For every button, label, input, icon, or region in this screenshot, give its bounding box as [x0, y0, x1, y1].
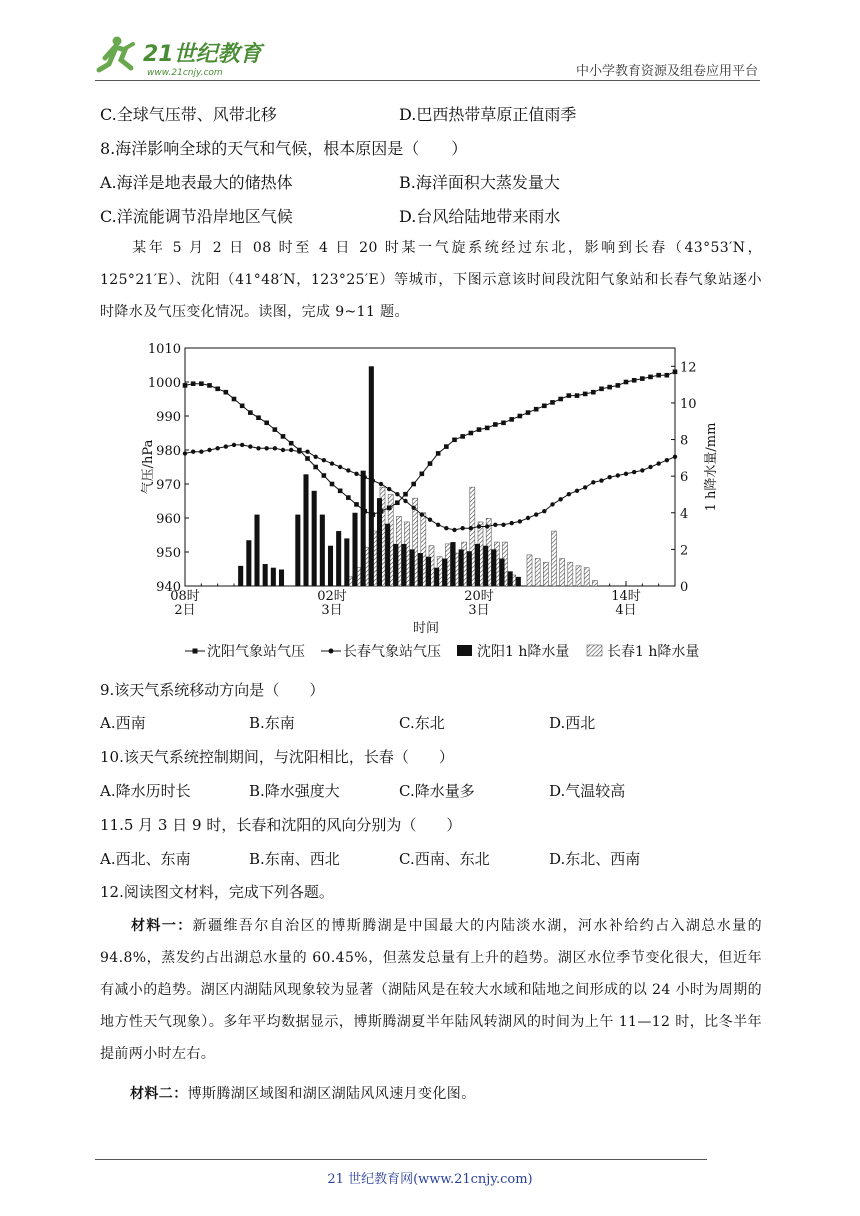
- changchun-pressure-point: [640, 468, 644, 472]
- right-tick-label: 4: [680, 506, 689, 522]
- x-tick-label: 20时: [464, 589, 494, 604]
- y-right-axis-title: 1 h降水量/mm: [704, 422, 719, 512]
- shenyang-pressure-point: [575, 393, 580, 398]
- shenyang-pressure-point: [199, 381, 204, 386]
- shenyang-precip-bar: [434, 568, 439, 586]
- shenyang-pressure-point: [632, 378, 637, 383]
- changchun-pressure-point: [224, 444, 228, 448]
- changchun-precip-bar: [560, 559, 565, 586]
- changchun-pressure-point: [436, 523, 440, 527]
- shenyang-pressure-point: [493, 422, 498, 427]
- shenyang-precip-bar: [328, 546, 333, 586]
- shenyang-precip-bar: [483, 546, 488, 586]
- shenyang-pressure-point: [322, 473, 327, 478]
- shenyang-precip-bar: [352, 513, 357, 586]
- changchun-precip-bar: [551, 531, 556, 586]
- shenyang-pressure-point: [558, 397, 563, 402]
- shenyang-precip-bar: [312, 491, 317, 586]
- right-tick-label: 6: [680, 470, 689, 486]
- shenyang-pressure-point: [673, 370, 678, 375]
- footer-text: 21 世纪教育网(www.21cnjy.com): [327, 1172, 533, 1187]
- changchun-pressure-point: [322, 458, 326, 462]
- q12-stem: 12.阅读图文材料，完成下列各题。: [100, 883, 334, 901]
- shenyang-pressure-point: [183, 383, 188, 388]
- x-tick-label: 02时: [317, 589, 347, 604]
- changchun-pressure-point: [575, 489, 579, 493]
- intro-paragraph: [100, 232, 762, 328]
- shenyang-precip-bar: [385, 524, 390, 586]
- changchun-pressure-point: [289, 448, 293, 452]
- changchun-pressure-point: [297, 450, 301, 454]
- q7-option-c: C.全球气压带、风带北移: [100, 105, 277, 124]
- q10-option-a: A.降水历时长: [100, 782, 191, 800]
- shenyang-precip-bar: [467, 551, 472, 586]
- shenyang-pressure-point: [428, 461, 433, 466]
- shenyang-pressure-point: [656, 373, 661, 378]
- legend-shenyang-pressure: 沈阳气象站气压: [207, 644, 305, 660]
- changchun-pressure-point: [550, 502, 554, 506]
- shenyang-pressure-point: [305, 456, 310, 461]
- changchun-pressure-point: [248, 444, 252, 448]
- changchun-pressure-point: [485, 524, 489, 528]
- changchun-pressure-point: [264, 446, 268, 450]
- legend-changchun-precip: 长春1 h降水量: [607, 644, 700, 660]
- legend-cc-marker: [329, 649, 334, 654]
- shenyang-pressure-point: [518, 414, 523, 419]
- changchun-pressure-point: [338, 465, 342, 469]
- changchun-pressure-point: [183, 451, 187, 455]
- shenyang-pressure-point: [599, 387, 604, 392]
- shenyang-pressure-point: [452, 438, 457, 443]
- shenyang-precip-bar: [442, 559, 447, 586]
- shenyang-precip-bar: [393, 544, 398, 586]
- changchun-pressure-point: [501, 523, 505, 527]
- q9-option-d: D.西北: [549, 714, 596, 732]
- q11-option-c: C.西南、东北: [399, 850, 490, 868]
- q8-stem: 8.海洋影响全球的天气和气候，根本原因是（ ）: [100, 139, 468, 158]
- footer-rule: [95, 1159, 707, 1160]
- changchun-precip-bar: [535, 559, 540, 586]
- legend-changchun-pressure: 长春气象站气压: [343, 644, 441, 660]
- left-tick-label: 1000: [147, 376, 181, 391]
- shenyang-pressure-point: [444, 444, 449, 449]
- right-tick-label: 2: [680, 543, 689, 559]
- site-logo: [95, 34, 265, 80]
- runner-icon: [99, 37, 133, 71]
- shenyang-pressure-line: [185, 372, 675, 515]
- changchun-pressure-point: [673, 455, 677, 459]
- shenyang-pressure-point: [281, 434, 286, 439]
- changchun-pressure-point: [665, 458, 669, 462]
- q11-option-a: A.西北、东南: [100, 850, 191, 868]
- changchun-pressure-point: [362, 475, 366, 479]
- changchun-precip-bar: [527, 555, 532, 586]
- changchun-pressure-point: [607, 475, 611, 479]
- y-left-axis-title: 气压/hPa: [141, 439, 156, 495]
- intro-text: 某年 5 月 2 日 08 时至 4 日 20 时某一气旋系统经过东北，影响到长春（43°53′N，125°21′E）、沈阳（41°48′N，123°25′E）等城市，下图示意该时间段沈阳气象站和长春气象站逐小时降水及气压变化情况。读图，完成 9~11 题。: [100, 240, 762, 320]
- shenyang-pressure-point: [264, 421, 269, 426]
- q9-option-a: A.西南: [100, 714, 146, 732]
- shenyang-pressure-point: [330, 482, 335, 487]
- changchun-pressure-point: [330, 461, 334, 465]
- changchun-pressure-point: [460, 526, 464, 530]
- changchun-pressure-point: [354, 472, 358, 476]
- changchun-pressure-point: [371, 478, 375, 482]
- shenyang-pressure-point: [215, 387, 220, 392]
- changchun-pressure-point: [493, 523, 497, 527]
- shenyang-pressure-point: [460, 434, 465, 439]
- material-two-text: 博斯腾湖区域图和湖区湖陆风风速月变化图。: [187, 1086, 476, 1102]
- logo-text: 21世纪教育: [143, 42, 262, 67]
- changchun-pressure-point: [591, 480, 595, 484]
- q9-option-c: C.东北: [399, 714, 445, 732]
- shenyang-pressure-point: [534, 407, 539, 412]
- material-two-title: 材料二：: [130, 1086, 188, 1102]
- logo-url: www.21cnjy.com: [147, 68, 223, 78]
- shenyang-pressure-point: [387, 506, 392, 511]
- material-one: [100, 910, 762, 1070]
- shenyang-pressure-point: [607, 385, 612, 390]
- changchun-precip-bar: [584, 568, 589, 586]
- shenyang-pressure-point: [648, 375, 653, 380]
- shenyang-precip-bar: [410, 549, 415, 586]
- shenyang-pressure-point: [436, 451, 441, 456]
- shenyang-pressure-point: [240, 404, 245, 409]
- shenyang-precip-bar: [279, 570, 284, 586]
- shenyang-pressure-point: [526, 410, 531, 415]
- shenyang-pressure-point: [362, 509, 367, 514]
- shenyang-precip-bar: [246, 540, 251, 586]
- shenyang-precip-bar: [491, 549, 496, 586]
- changchun-pressure-point: [583, 485, 587, 489]
- x-tick-label: 3日: [321, 603, 343, 618]
- changchun-pressure-point: [558, 497, 562, 501]
- changchun-pressure-point: [403, 499, 407, 503]
- shenyang-pressure-point: [273, 427, 278, 432]
- changchun-pressure-point: [648, 465, 652, 469]
- shenyang-precip-bar: [263, 564, 268, 586]
- right-tick-label: 0: [680, 580, 689, 595]
- changchun-pressure-point: [632, 470, 636, 474]
- changchun-pressure-point: [509, 521, 513, 525]
- shenyang-pressure-point: [379, 509, 384, 514]
- shenyang-pressure-point: [338, 489, 343, 494]
- shenyang-precip-bar: [369, 366, 374, 586]
- shenyang-pressure-point: [395, 500, 400, 505]
- q10-option-b: B.降水强度大: [249, 782, 340, 800]
- changchun-pressure-point: [395, 492, 399, 496]
- changchun-pressure-point: [305, 450, 309, 454]
- shenyang-pressure-point: [411, 482, 416, 487]
- changchun-pressure-point: [411, 506, 415, 510]
- changchun-pressure-point: [420, 512, 424, 516]
- changchun-pressure-point: [656, 461, 660, 465]
- shenyang-pressure-point: [640, 376, 645, 381]
- x-tick-label: 3日: [468, 603, 490, 618]
- shenyang-precip-bar: [344, 538, 349, 586]
- q10-option-c: C.降水量多: [399, 782, 475, 800]
- q9-option-b: B.东南: [249, 714, 295, 732]
- changchun-pressure-point: [428, 518, 432, 522]
- shenyang-pressure-point: [207, 383, 212, 388]
- shenyang-pressure-point: [313, 465, 318, 470]
- shenyang-precip-bar: [303, 474, 308, 586]
- changchun-pressure-point: [469, 526, 473, 530]
- q11-stem: 11.5 月 3 日 9 时，长春和沈阳的风向分别为（ ）: [100, 816, 462, 834]
- pressure-precip-chart: [135, 336, 725, 670]
- shenyang-pressure-point: [501, 421, 506, 426]
- shenyang-precip-bar: [401, 544, 406, 586]
- left-tick-label: 950: [156, 546, 181, 561]
- left-tick-label: 970: [156, 478, 181, 493]
- x-tick-label: 2日: [174, 603, 196, 618]
- changchun-pressure-point: [215, 446, 219, 450]
- legend-sy-bar: [457, 645, 472, 656]
- changchun-pressure-point: [567, 492, 571, 496]
- shenyang-pressure-point: [477, 427, 482, 432]
- shenyang-precip-bar: [295, 515, 300, 586]
- shenyang-pressure-point: [354, 502, 359, 507]
- shenyang-pressure-point: [665, 373, 670, 378]
- shenyang-precip-bar: [459, 549, 464, 586]
- shenyang-pressure-point: [485, 426, 490, 431]
- changchun-pressure-point: [199, 450, 203, 454]
- shenyang-precip-bar: [320, 515, 325, 586]
- shenyang-precip-bar: [499, 559, 504, 586]
- shenyang-pressure-point: [616, 383, 621, 388]
- x-tick-label: 08时: [170, 589, 200, 604]
- changchun-pressure-point: [232, 443, 236, 447]
- shenyang-pressure-point: [224, 390, 229, 395]
- material-one-text: 新疆维吾尔自治区的博斯腾湖是中国最大的内陆淡水湖，河水补给约占入湖总水量的 94.8%，蒸发约占出湖总水量的 60.45%，但蒸发总量有上升的趋势。湖区水位季节变化很大，但近年有减小的趋势。湖区内湖陆风现象较为显著（湖陆风是在较大水域和陆地之间形成的以 24 小时为周期的地方性天气现象）。多年平均数据显示，博斯腾湖夏半年陆风转湖风的时间为上午 11—12 时，比冬半年提前两小时左右。: [100, 918, 762, 1062]
- q8-option-b: B.海洋面积大蒸发量大: [399, 173, 560, 192]
- changchun-pressure-point: [207, 448, 211, 452]
- changchun-precip-bar: [568, 562, 573, 586]
- shenyang-pressure-point: [624, 380, 629, 385]
- platform-name: 中小学教育资源及组卷应用平台: [575, 64, 758, 79]
- shenyang-precip-bar: [475, 544, 480, 586]
- q10-stem: 10.该天气系统控制期间，与沈阳相比，长春（ ）: [100, 748, 454, 766]
- shenyang-pressure-point: [550, 400, 555, 405]
- right-tick-label: 10: [680, 396, 697, 412]
- left-tick-label: 940: [156, 580, 181, 595]
- x-axis-title: 时间: [412, 621, 440, 636]
- changchun-precip-bar: [543, 562, 548, 586]
- shenyang-precip-bar: [508, 571, 513, 586]
- changchun-pressure-point: [313, 455, 317, 459]
- shenyang-pressure-point: [346, 495, 351, 500]
- shenyang-pressure-point: [256, 415, 261, 420]
- shenyang-pressure-point: [232, 397, 237, 402]
- q10-option-d: D.气温较高: [549, 782, 626, 800]
- left-tick-label: 1010: [147, 342, 181, 357]
- shenyang-pressure-point: [567, 393, 572, 398]
- x-tick-label: 14时: [611, 589, 641, 604]
- legend-sy-marker: [193, 649, 198, 654]
- header-rule: [95, 80, 760, 81]
- changchun-pressure-point: [526, 516, 530, 520]
- shenyang-precip-bar: [516, 577, 521, 586]
- changchun-pressure-point: [273, 446, 277, 450]
- shenyang-precip-bar: [450, 542, 455, 586]
- changchun-pressure-point: [534, 512, 538, 516]
- changchun-pressure-point: [387, 487, 391, 491]
- left-tick-label: 980: [156, 444, 181, 459]
- shenyang-pressure-point: [371, 512, 376, 517]
- legend-shenyang-precip: 沈阳1 h降水量: [477, 644, 570, 660]
- shenyang-precip-bar: [426, 557, 431, 586]
- changchun-pressure-point: [599, 478, 603, 482]
- shenyang-pressure-point: [583, 392, 588, 397]
- x-tick-label: 4日: [615, 603, 637, 618]
- q11-option-d: D.东北、西南: [549, 850, 641, 868]
- material-one-title: 材料一：: [130, 918, 193, 934]
- changchun-pressure-point: [379, 482, 383, 486]
- shenyang-pressure-point: [542, 404, 547, 409]
- shenyang-pressure-point: [403, 492, 408, 497]
- shenyang-pressure-point: [420, 472, 425, 477]
- shenyang-pressure-point: [469, 431, 474, 436]
- shenyang-precip-bar: [418, 553, 423, 586]
- q8-option-d: D.台风给陆地带来雨水: [399, 207, 561, 226]
- right-tick-label: 12: [680, 360, 697, 376]
- shenyang-pressure-point: [191, 381, 196, 386]
- shenyang-pressure-point: [591, 390, 596, 395]
- changchun-pressure-point: [191, 450, 195, 454]
- shenyang-precip-bar: [238, 566, 243, 586]
- changchun-pressure-point: [240, 443, 244, 447]
- changchun-precip-bar: [576, 566, 581, 586]
- shenyang-pressure-point: [248, 410, 253, 415]
- shenyang-precip-bar: [254, 515, 259, 586]
- left-tick-label: 990: [156, 410, 181, 425]
- legend-cc-bar: [587, 645, 602, 656]
- changchun-pressure-point: [477, 524, 481, 528]
- changchun-pressure-point: [624, 472, 628, 476]
- changchun-pressure-point: [281, 448, 285, 452]
- changchun-pressure-point: [518, 519, 522, 523]
- changchun-pressure-point: [256, 446, 260, 450]
- right-tick-label: 8: [680, 433, 689, 449]
- changchun-pressure-point: [616, 473, 620, 477]
- changchun-pressure-point: [542, 509, 546, 513]
- changchun-pressure-point: [346, 468, 350, 472]
- q9-stem: 9.该天气系统移动方向是（ ）: [100, 681, 325, 699]
- shenyang-precip-bar: [336, 531, 341, 586]
- q8-option-c: C.洋流能调节沿岸地区气候: [100, 207, 293, 226]
- shenyang-precip-bar: [361, 471, 366, 586]
- q8-option-a: A.海洋是地表最大的储热体: [100, 173, 293, 192]
- changchun-pressure-point: [452, 528, 456, 532]
- changchun-pressure-point: [444, 526, 448, 530]
- shenyang-pressure-point: [289, 441, 294, 446]
- q11-option-b: B.东南、西北: [249, 850, 340, 868]
- changchun-precip-bar: [592, 581, 597, 586]
- shenyang-pressure-point: [509, 417, 514, 422]
- material-two: [100, 1078, 762, 1110]
- shenyang-precip-bar: [271, 568, 276, 586]
- q7-option-d: D.巴西热带草原正值雨季: [399, 105, 577, 124]
- left-tick-label: 960: [156, 512, 181, 527]
